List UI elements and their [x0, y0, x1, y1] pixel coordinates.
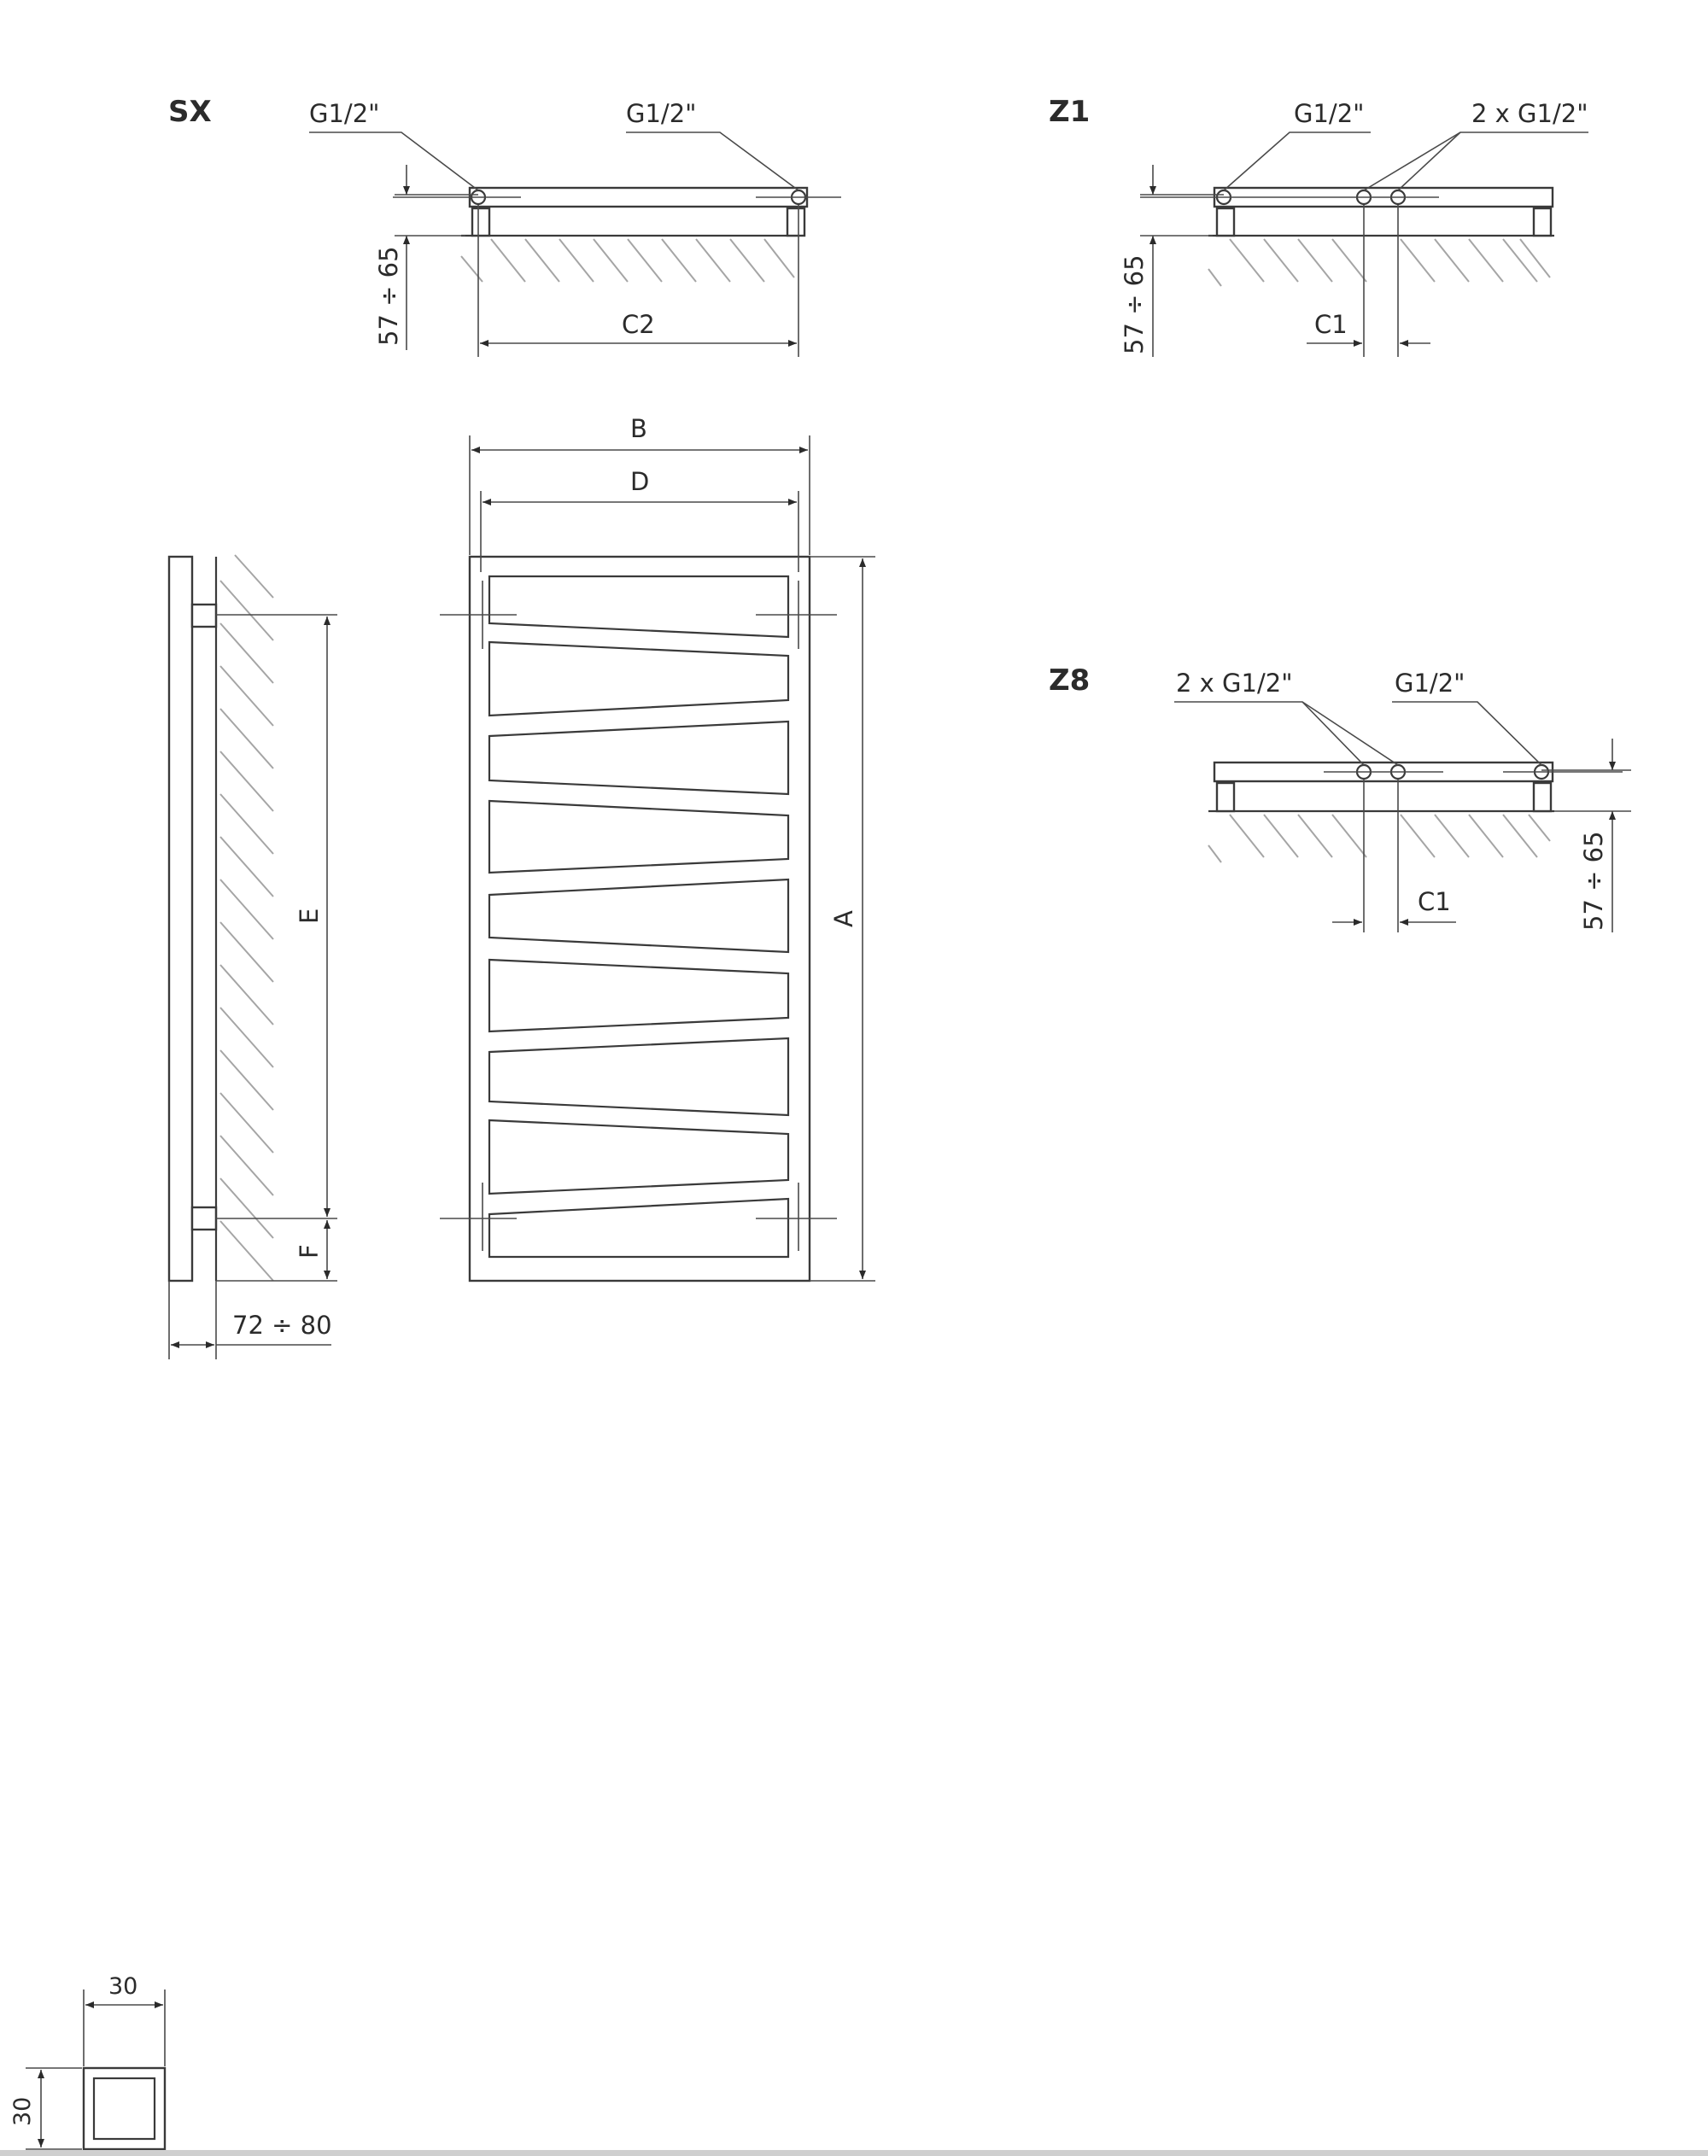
sx-connection-right-label: G1/2" — [626, 99, 697, 128]
front-view — [440, 414, 875, 1281]
side-view — [169, 555, 337, 1359]
side-wall-hatch — [220, 555, 273, 1281]
front-d-dim: D — [630, 467, 650, 496]
sx-wall-hatch — [461, 239, 794, 282]
z1-connection-single-label: G1/2" — [1294, 99, 1365, 128]
z1-offset-dim: 57 ÷ 65 — [1120, 254, 1149, 354]
z1-top-view — [1049, 95, 1588, 357]
z1-title: Z1 — [1049, 95, 1091, 129]
z1-connection-double-label: 2 x G1/2" — [1471, 99, 1588, 128]
z8-wall-hatch — [1208, 815, 1550, 862]
profile-width-dim: 30 — [108, 1973, 138, 2000]
sx-c2-dim: C2 — [622, 310, 655, 339]
z8-offset-dim: 57 ÷ 65 — [1579, 831, 1608, 931]
side-f-dim: F — [295, 1244, 324, 1259]
profile-height-dim: 30 — [9, 2096, 36, 2126]
sx-title: SX — [168, 95, 212, 129]
z8-title: Z8 — [1049, 663, 1091, 698]
z1-c1-dim: C1 — [1314, 310, 1348, 339]
side-wall-gap-dim: 72 ÷ 80 — [232, 1311, 332, 1340]
sx-connection-left-label: G1/2" — [309, 99, 380, 128]
page-bottom-edge — [0, 2150, 1708, 2156]
z1-wall-hatch — [1208, 239, 1550, 286]
side-e-dim: E — [295, 908, 324, 924]
z8-connection-single-label: G1/2" — [1395, 669, 1465, 698]
front-b-dim: B — [630, 414, 647, 443]
profile-detail — [9, 1973, 165, 2149]
z8-top-view — [1049, 663, 1631, 932]
sx-offset-dim: 57 ÷ 65 — [374, 246, 403, 346]
front-a-dim: A — [829, 910, 858, 927]
sx-top-view — [168, 95, 841, 357]
z8-connection-double-label: 2 x G1/2" — [1176, 669, 1293, 698]
z8-c1-dim: C1 — [1418, 887, 1451, 916]
